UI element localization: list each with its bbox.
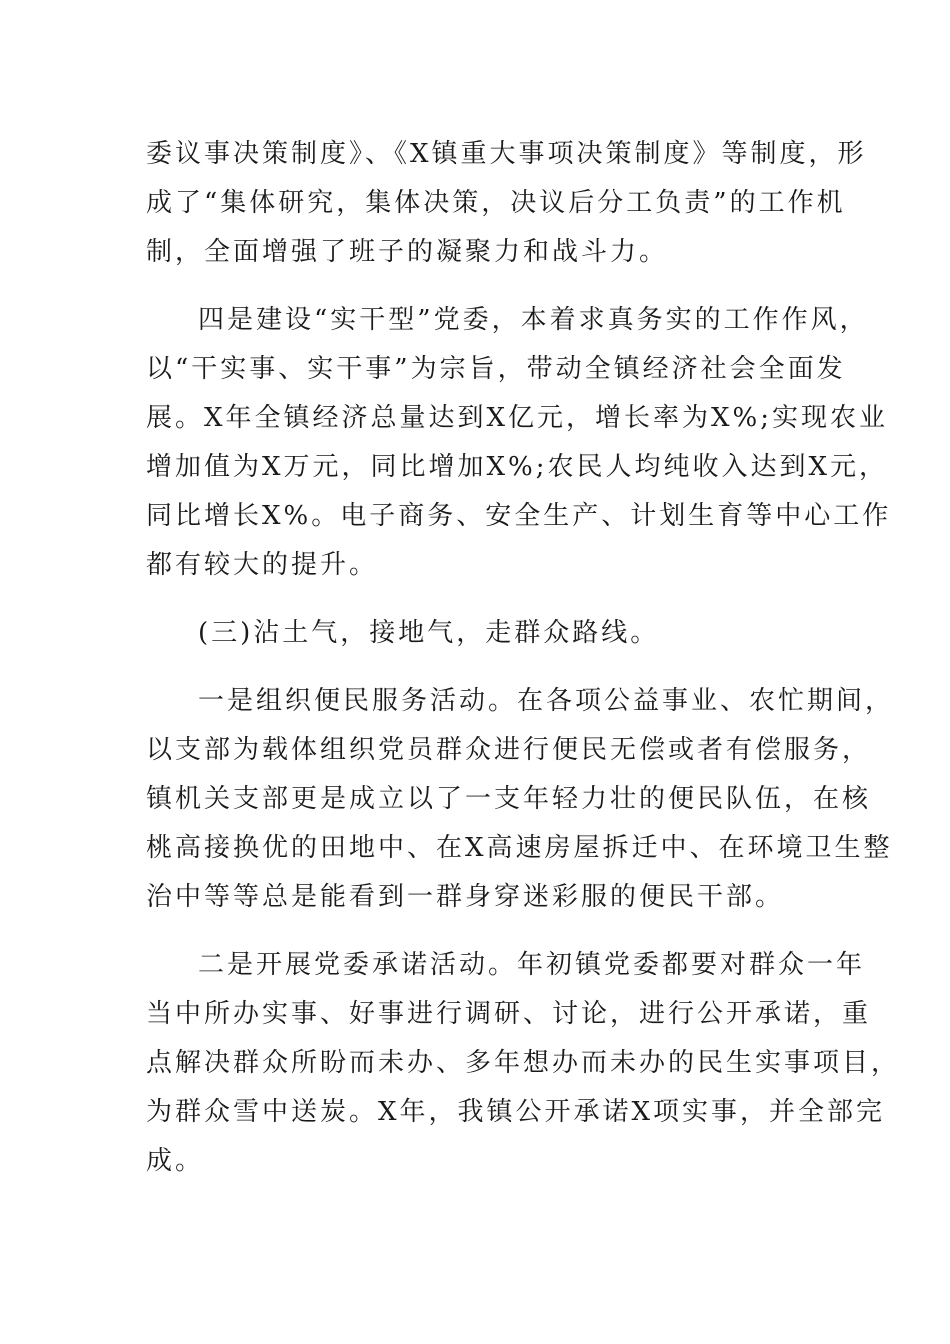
section-heading: (三)沾土气，接地气，走群众路线。 xyxy=(198,618,660,648)
text-line: 成了“集体研究，集体决策，决议后分工负责”的工作机 xyxy=(146,188,846,218)
text-line: 增加值为X万元，同比增加X%;农民人均纯收入达到X元， xyxy=(146,452,888,482)
text-line: 当中所办实事、好事进行调研、讨论，进行公开承诺，重 xyxy=(146,999,872,1029)
text-line: 点解决群众所盼而未办、多年想办而未办的民生实事项目， xyxy=(146,1048,901,1078)
text-line: 以支部为载体组织党员群众进行便民无偿或者有偿服务， xyxy=(146,735,872,765)
text-line: 成。 xyxy=(146,1146,205,1176)
text-line: 二是开展党委承诺活动。年初镇党委都要对群众一年 xyxy=(198,950,866,980)
paragraph-convenience-service xyxy=(146,677,895,922)
text-line: 同比增长X%。电子商务、安全生产、计划生育等中心工作 xyxy=(146,501,892,531)
text-line: 展。X年全镇经济总量达到X亿元，增长率为X%;实现农业 xyxy=(146,403,888,433)
document-body xyxy=(146,130,901,1205)
paragraph-party-commitment xyxy=(146,941,901,1186)
text-line: 都有较大的提升。 xyxy=(146,550,379,580)
section-heading-mass-line xyxy=(146,609,810,658)
text-line: 委议事决策制度》、《X镇重大事项决策制度》等制度，形 xyxy=(146,139,867,169)
paragraph-practical-committee xyxy=(146,296,892,590)
text-line: 镇机关支部更是成立以了一支年轻力壮的便民队伍，在核 xyxy=(146,784,872,814)
paragraph-decision-system xyxy=(146,130,867,277)
text-line: 以“干实事、实干事”为宗旨，带动全镇经济社会全面发 xyxy=(146,354,846,384)
text-line: 一是组织便民服务活动。在各项公益事业、农忙期间， xyxy=(198,686,895,716)
text-line: 四是建设“实干型”党委，本着求真务实的工作作风， xyxy=(198,305,869,335)
text-line: 制，全面增强了班子的凝聚力和战斗力。 xyxy=(146,237,669,267)
text-line: 治中等等总是能看到一群身穿迷彩服的便民干部。 xyxy=(146,882,785,912)
text-line: 为群众雪中送炭。X年，我镇公开承诺X项实事，并全部完 xyxy=(146,1097,886,1127)
text-line: 桃高接换优的田地中、在X高速房屋拆迁中、在环境卫生整 xyxy=(146,833,893,863)
